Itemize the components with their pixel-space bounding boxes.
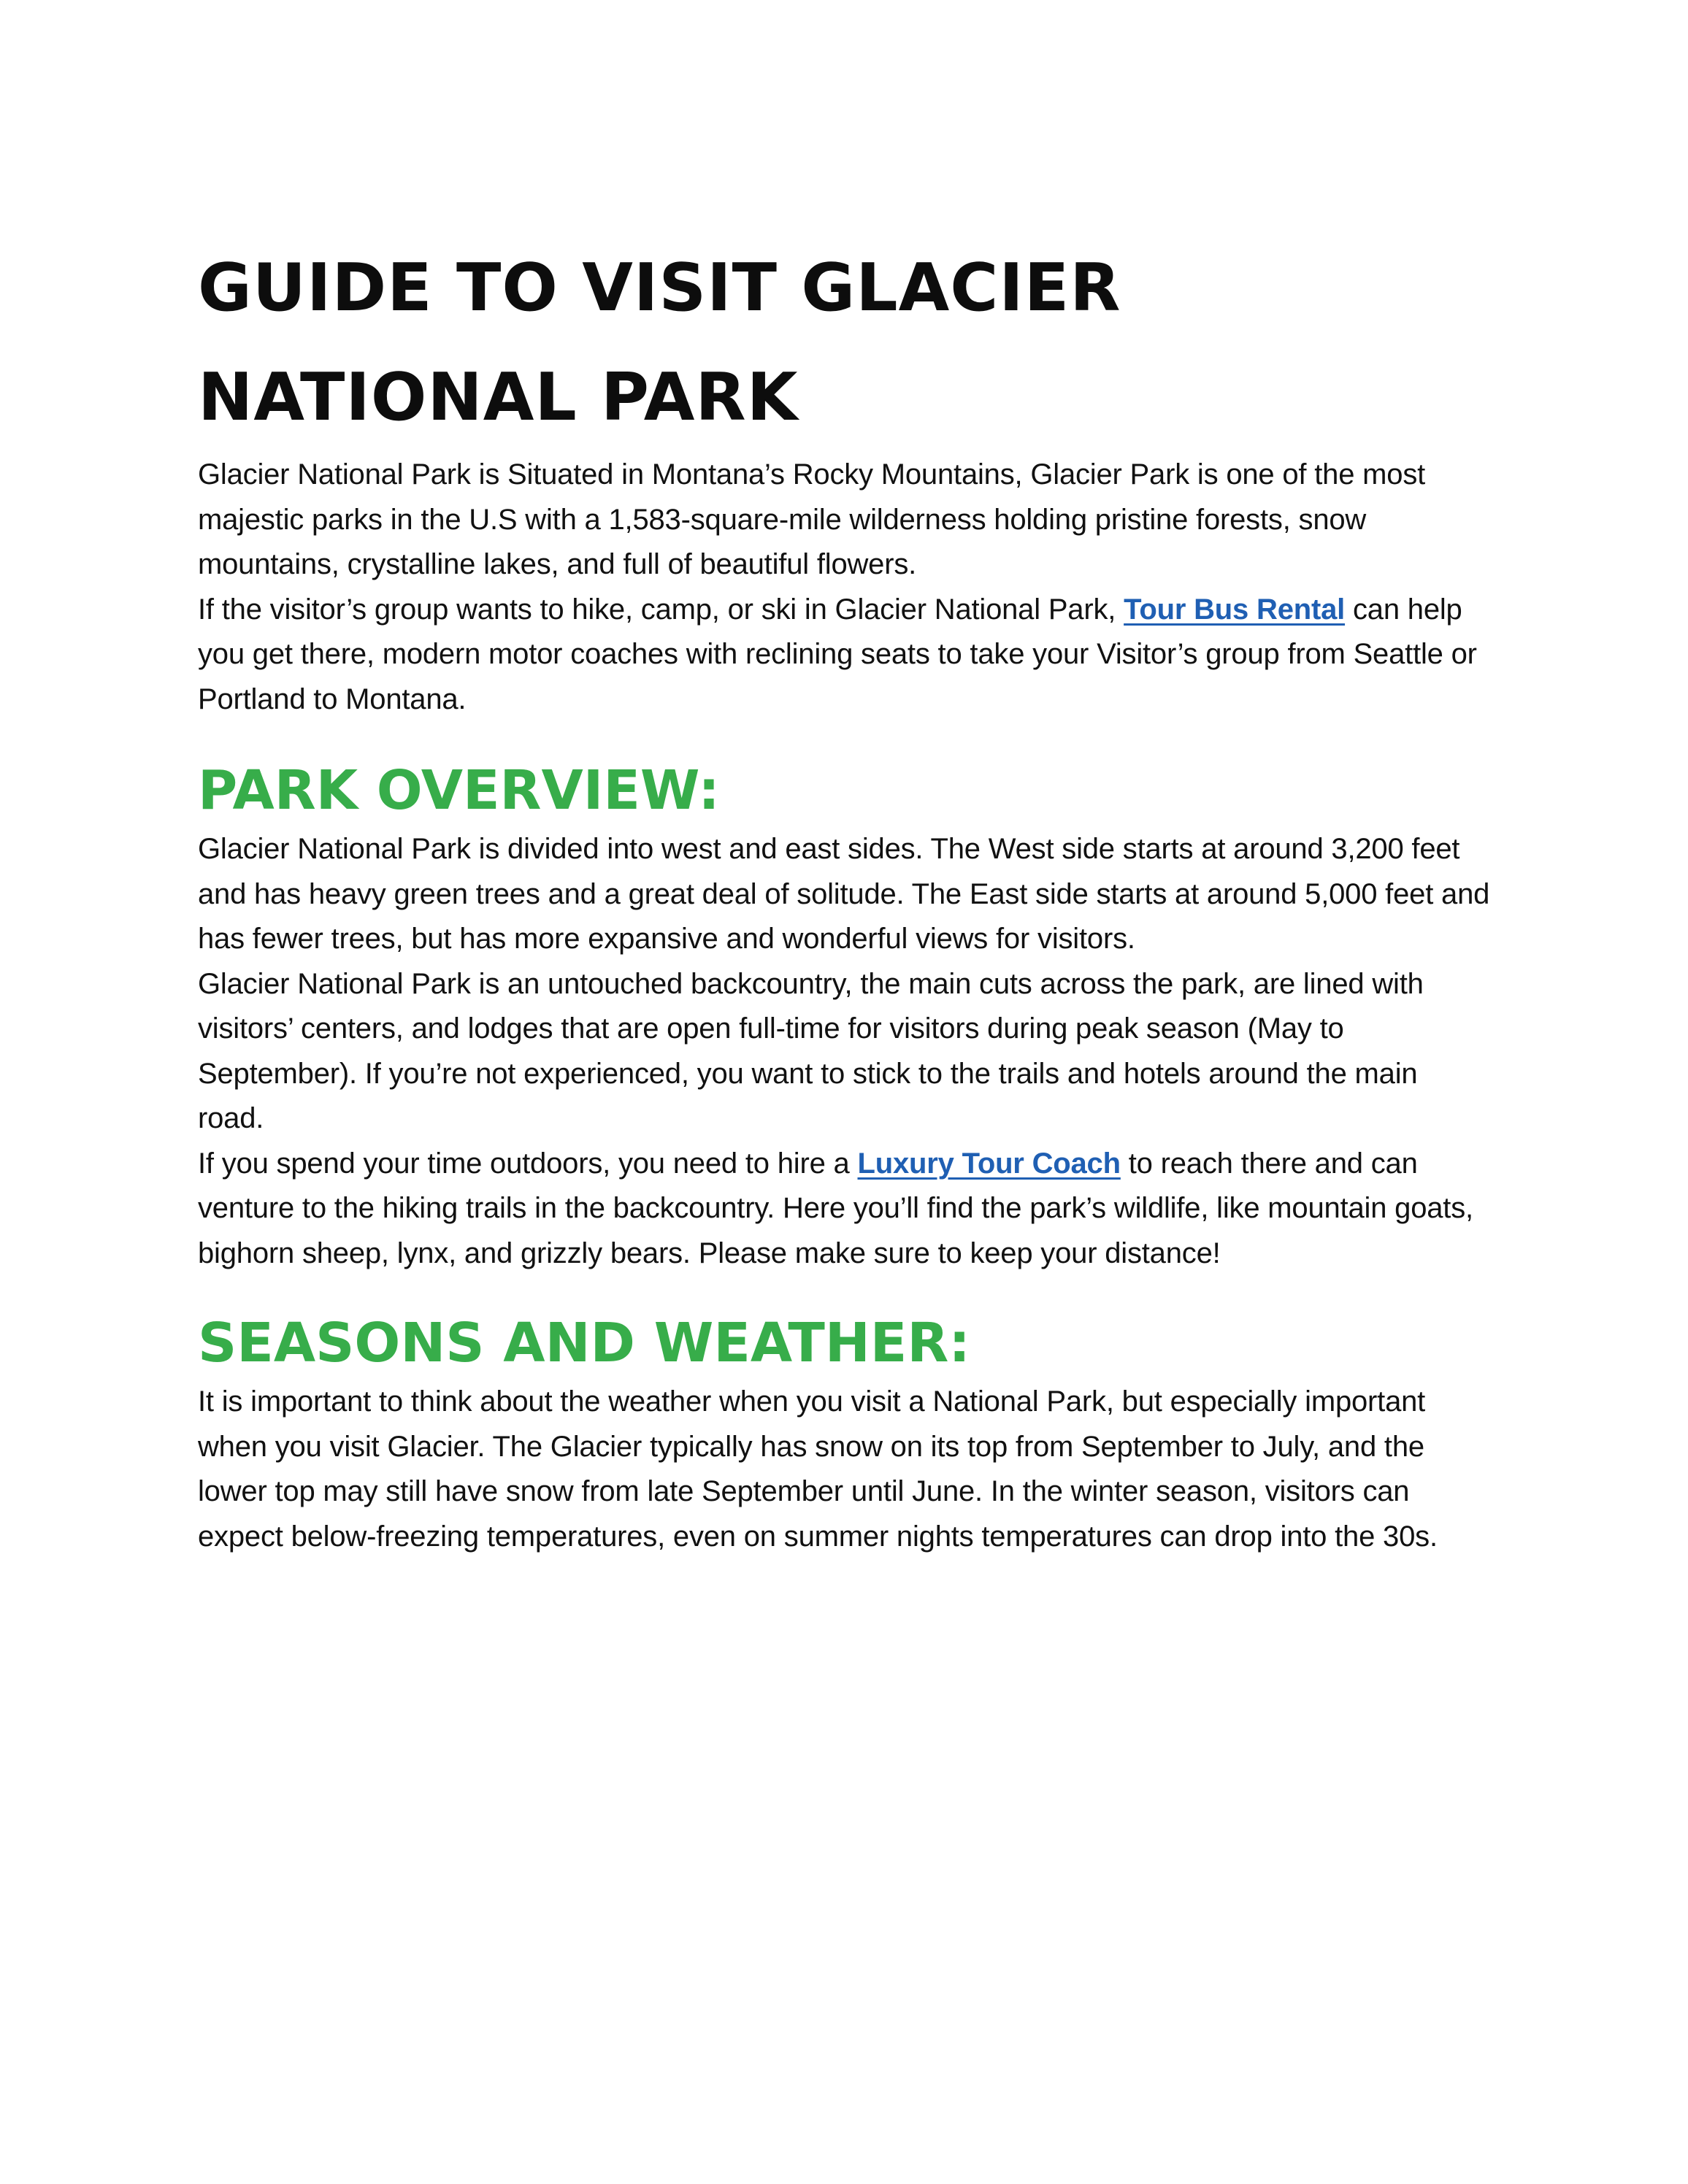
intro-paragraph-2 [198, 588, 1490, 723]
intro-paragraph-1: Glacier National Park is Situated in Montana’s Rocky Mountains, Glacier Park is one of the most majestic parks in the U.S with a 1,583-square-mile wilderness holding pristine forests, snow mountains, crystalline lakes, and full of beautiful flowers. [198, 458, 1426, 580]
tour-bus-rental-link[interactable]: Tour Bus Rental [1124, 593, 1346, 626]
overview-paragraph-1: Glacier National Park is divided into west and east sides. The West side starts at around 3,200 feet and has heavy green trees and a great deal of solitude. The East side starts at around 5,000 feet and has fewer trees, but has more expansive and wonderful views for visitors. [198, 833, 1490, 955]
document-page [198, 234, 1490, 1559]
seasons-weather-heading: SEASONS AND WEATHER: [198, 1312, 970, 1374]
overview-paragraph-3-text-start: If you spend your time outdoors, you need to hire a [198, 1147, 858, 1180]
seasons-paragraph-1: It is important to think about the weather when you visit a National Park, but especially important when you visit Glacier. The Glacier typically has snow on its top from September to July, and the lower top may still have snow from late September until June. In the winter season, visitors can expect below-freezing temperatures, even on summer nights temperatures can drop into the 30s. [198, 1385, 1438, 1553]
overview-paragraph-2: Glacier National Park is an untouched backcountry, the main cuts across the park, are lined with visitors’ centers, and lodges that are open full-time for visitors during peak season (May to September). If you’re not experienced, you want to stick to the trails and hotels around the main road. [198, 967, 1424, 1134]
intro-paragraph-2-text-start: If the visitor’s group wants to hike, camp, or ski in Glacier National Park, [198, 593, 1124, 626]
luxury-tour-coach-link[interactable]: Luxury Tour Coach [857, 1147, 1121, 1180]
overview-paragraph-3-text-end: to reach there and can venture to the hiking trails in the backcountry. Here you’ll find the park’s wildlife, like mountain goats, bighorn sheep, lynx, and grizzly bears. Please make sure to keep your distance! [198, 1147, 1473, 1269]
intro-paragraph-2-text-end: can help you get there, modern motor coaches with reclining seats to take your Visitor’s group from Seattle or Portland to Montana. [198, 593, 1477, 715]
overview-paragraph-3 [198, 1142, 1490, 1277]
page-title: GUIDE TO VISIT GLACIER NATIONAL PARK [198, 250, 1121, 436]
park-overview-heading: PARK OVERVIEW: [198, 759, 720, 822]
